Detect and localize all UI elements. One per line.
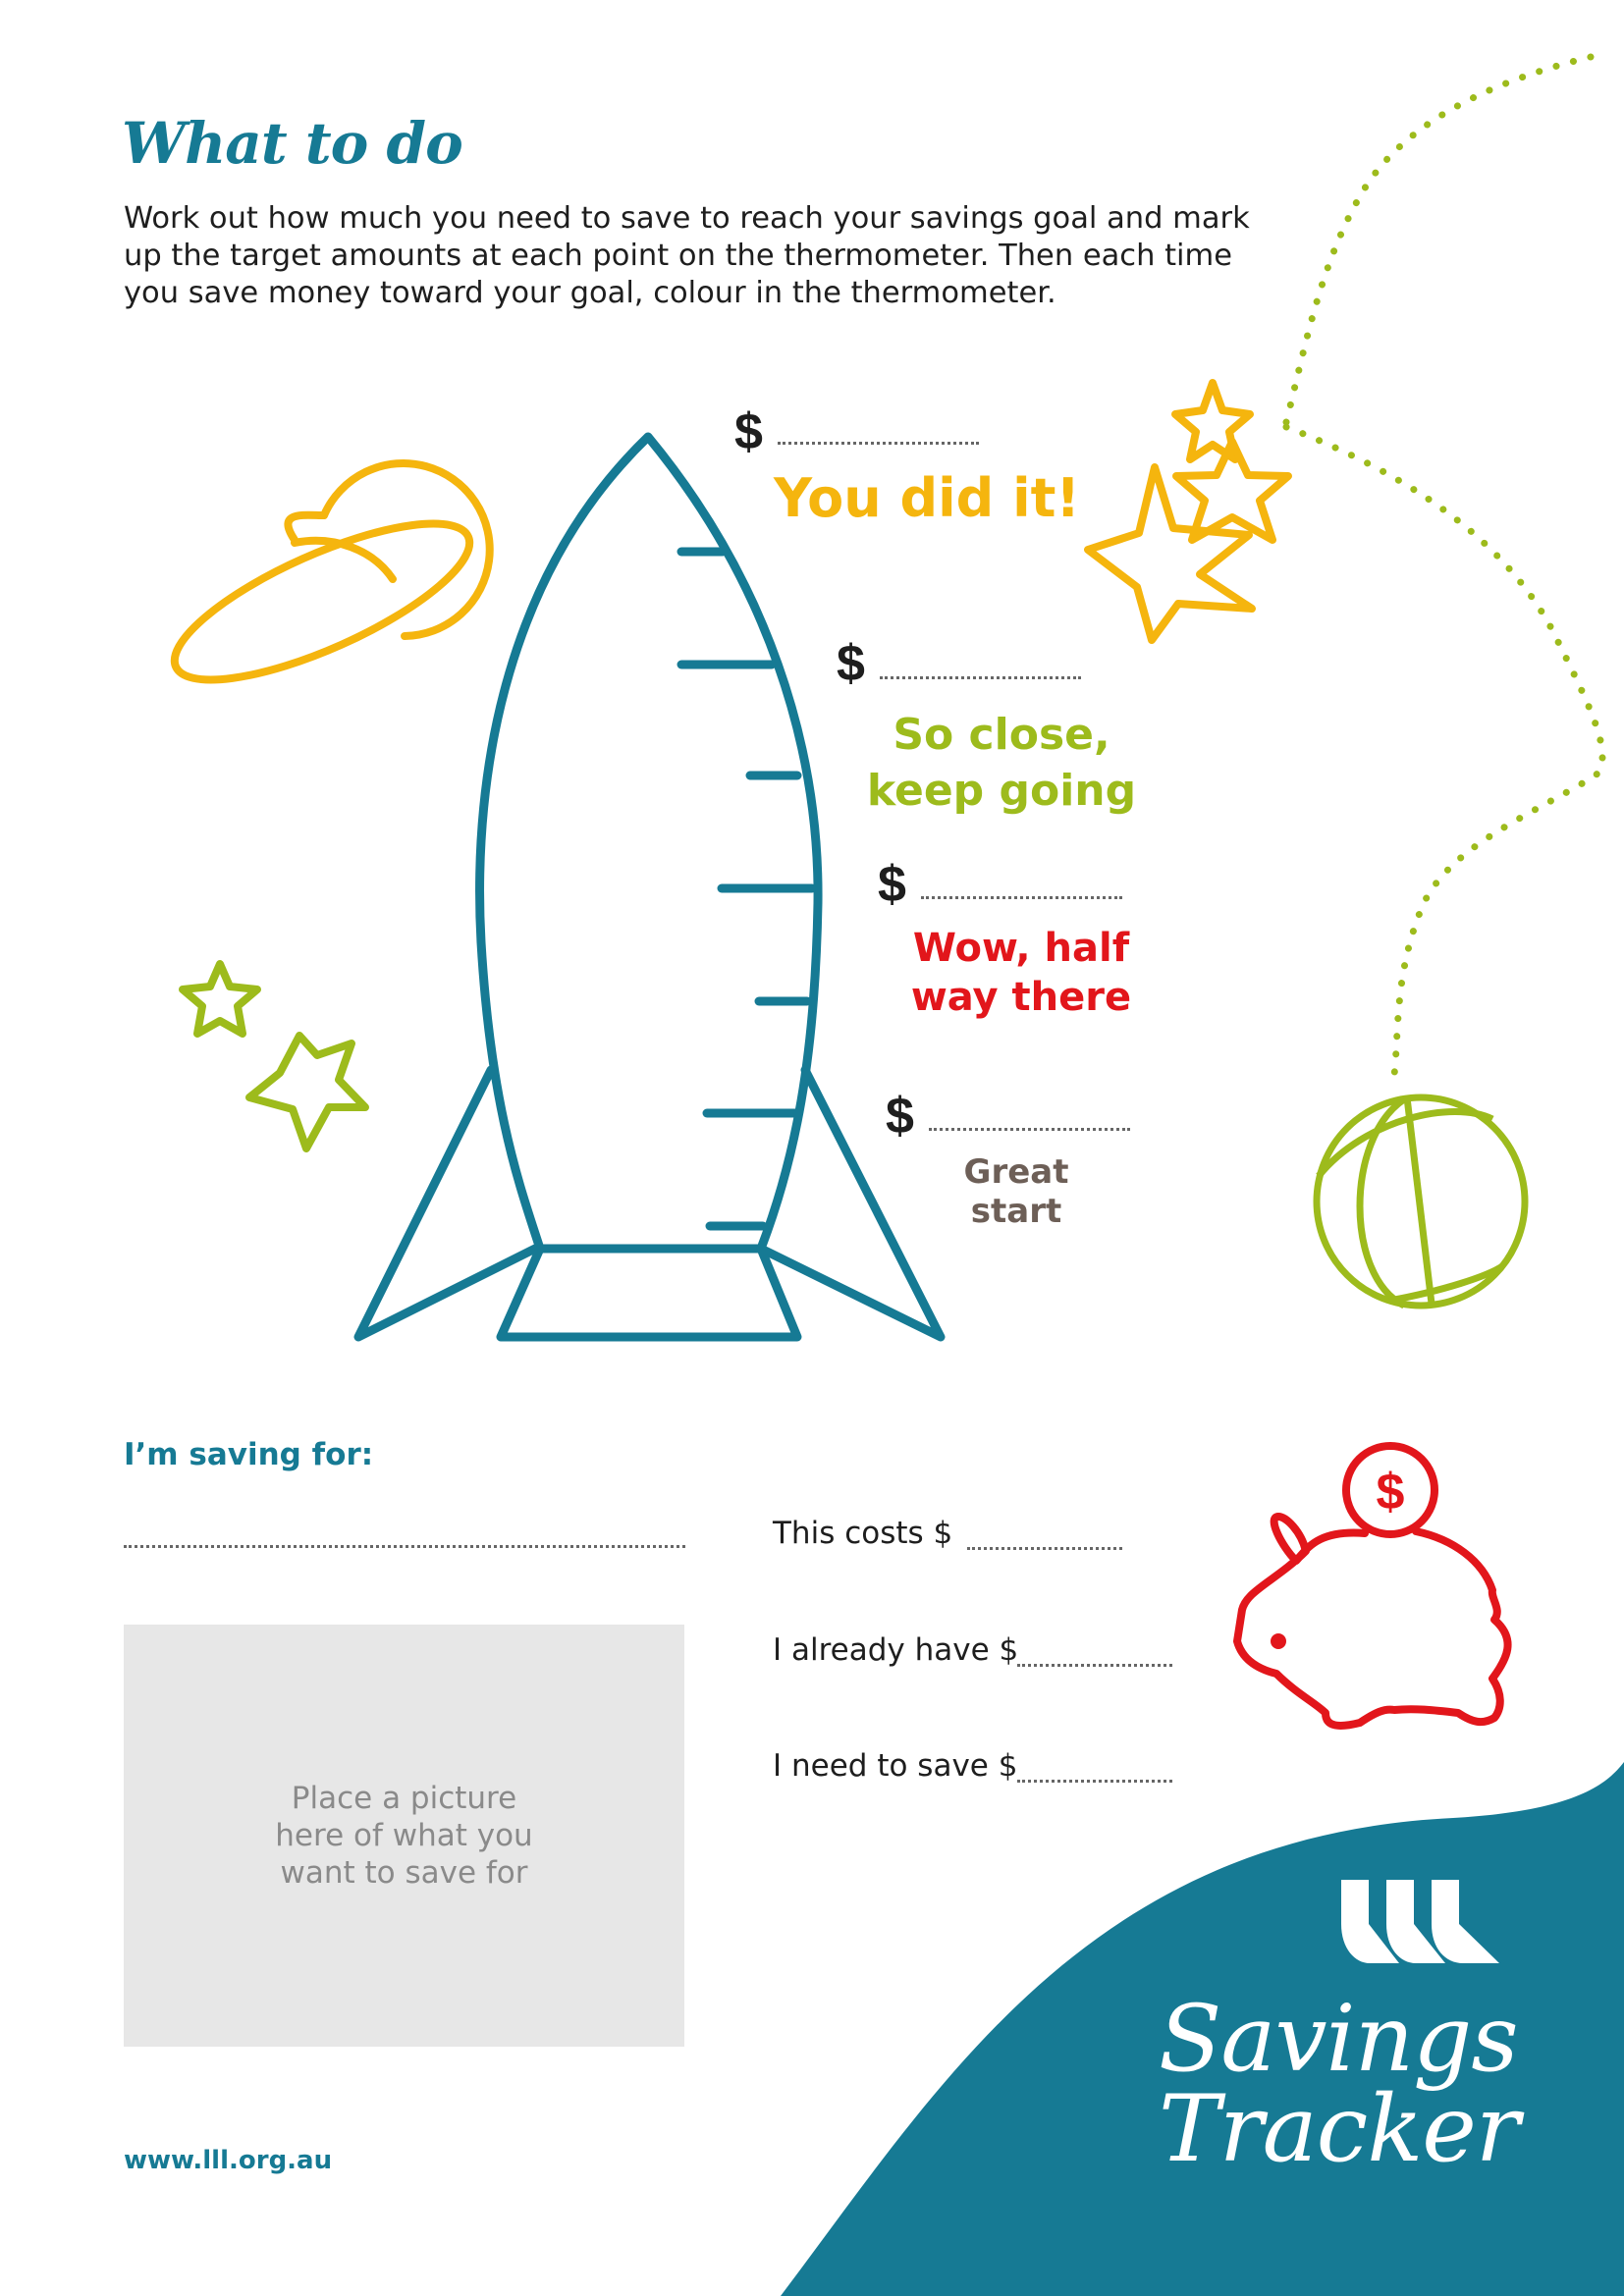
costs-label: This costs $ bbox=[773, 1516, 953, 1551]
page-heading: What to do bbox=[122, 110, 462, 177]
need-label: I need to save $ bbox=[773, 1748, 1018, 1784]
instructions-text: Work out how much you need to save to reach your savings goal and mark up the target amounts at each point on the thermometer. Then each time you save money toward your goal, colour in the thermometer. bbox=[124, 201, 1250, 310]
amount-line bbox=[921, 896, 1122, 899]
milestone-1-message: You did it! bbox=[774, 467, 1081, 529]
dollar-sign: $ bbox=[734, 403, 763, 460]
have-label: I already have $ bbox=[773, 1632, 1019, 1668]
brand-title: Savings Tracker bbox=[1159, 1986, 1519, 2183]
costs-line[interactable] bbox=[967, 1547, 1122, 1550]
amount-line bbox=[778, 442, 979, 445]
need-field[interactable] bbox=[773, 1748, 1017, 1784]
costs-field[interactable] bbox=[773, 1516, 952, 1551]
website-link[interactable]: www.lll.org.au bbox=[124, 2146, 333, 2175]
piggy-bank-icon bbox=[1237, 1446, 1508, 1726]
ball-icon bbox=[1317, 1097, 1525, 1306]
rocket-thermometer-icon bbox=[358, 437, 941, 1337]
photo-placeholder-text: Place a picture here of what you want to save for bbox=[275, 1781, 533, 1891]
dollar-sign: $ bbox=[886, 1088, 914, 1145]
saving-for-line[interactable] bbox=[124, 1545, 685, 1548]
photo-placeholder[interactable] bbox=[124, 1625, 684, 2047]
milestone-2-message: So close, keep going bbox=[866, 710, 1137, 816]
star-icon bbox=[1088, 383, 1288, 640]
dollar-sign: $ bbox=[878, 856, 906, 913]
amount-line bbox=[880, 676, 1081, 679]
milestone-3-message: Wow, half way there bbox=[910, 926, 1132, 1020]
dotted-trail-top bbox=[1286, 57, 1591, 422]
dotted-trail-lower bbox=[1286, 427, 1602, 1075]
saving-for-label: I’m saving for: bbox=[124, 1437, 374, 1472]
dollar-sign: $ bbox=[837, 635, 865, 692]
need-line[interactable] bbox=[1017, 1780, 1172, 1783]
have-field[interactable] bbox=[773, 1632, 1018, 1668]
amount-line bbox=[929, 1128, 1130, 1131]
planet-icon bbox=[157, 463, 490, 710]
milestone-4-message: Great start bbox=[963, 1152, 1069, 1231]
have-line[interactable] bbox=[1017, 1664, 1172, 1667]
green-star-icon bbox=[183, 964, 365, 1148]
piggy-dollar-icon: $ bbox=[1376, 1464, 1405, 1521]
